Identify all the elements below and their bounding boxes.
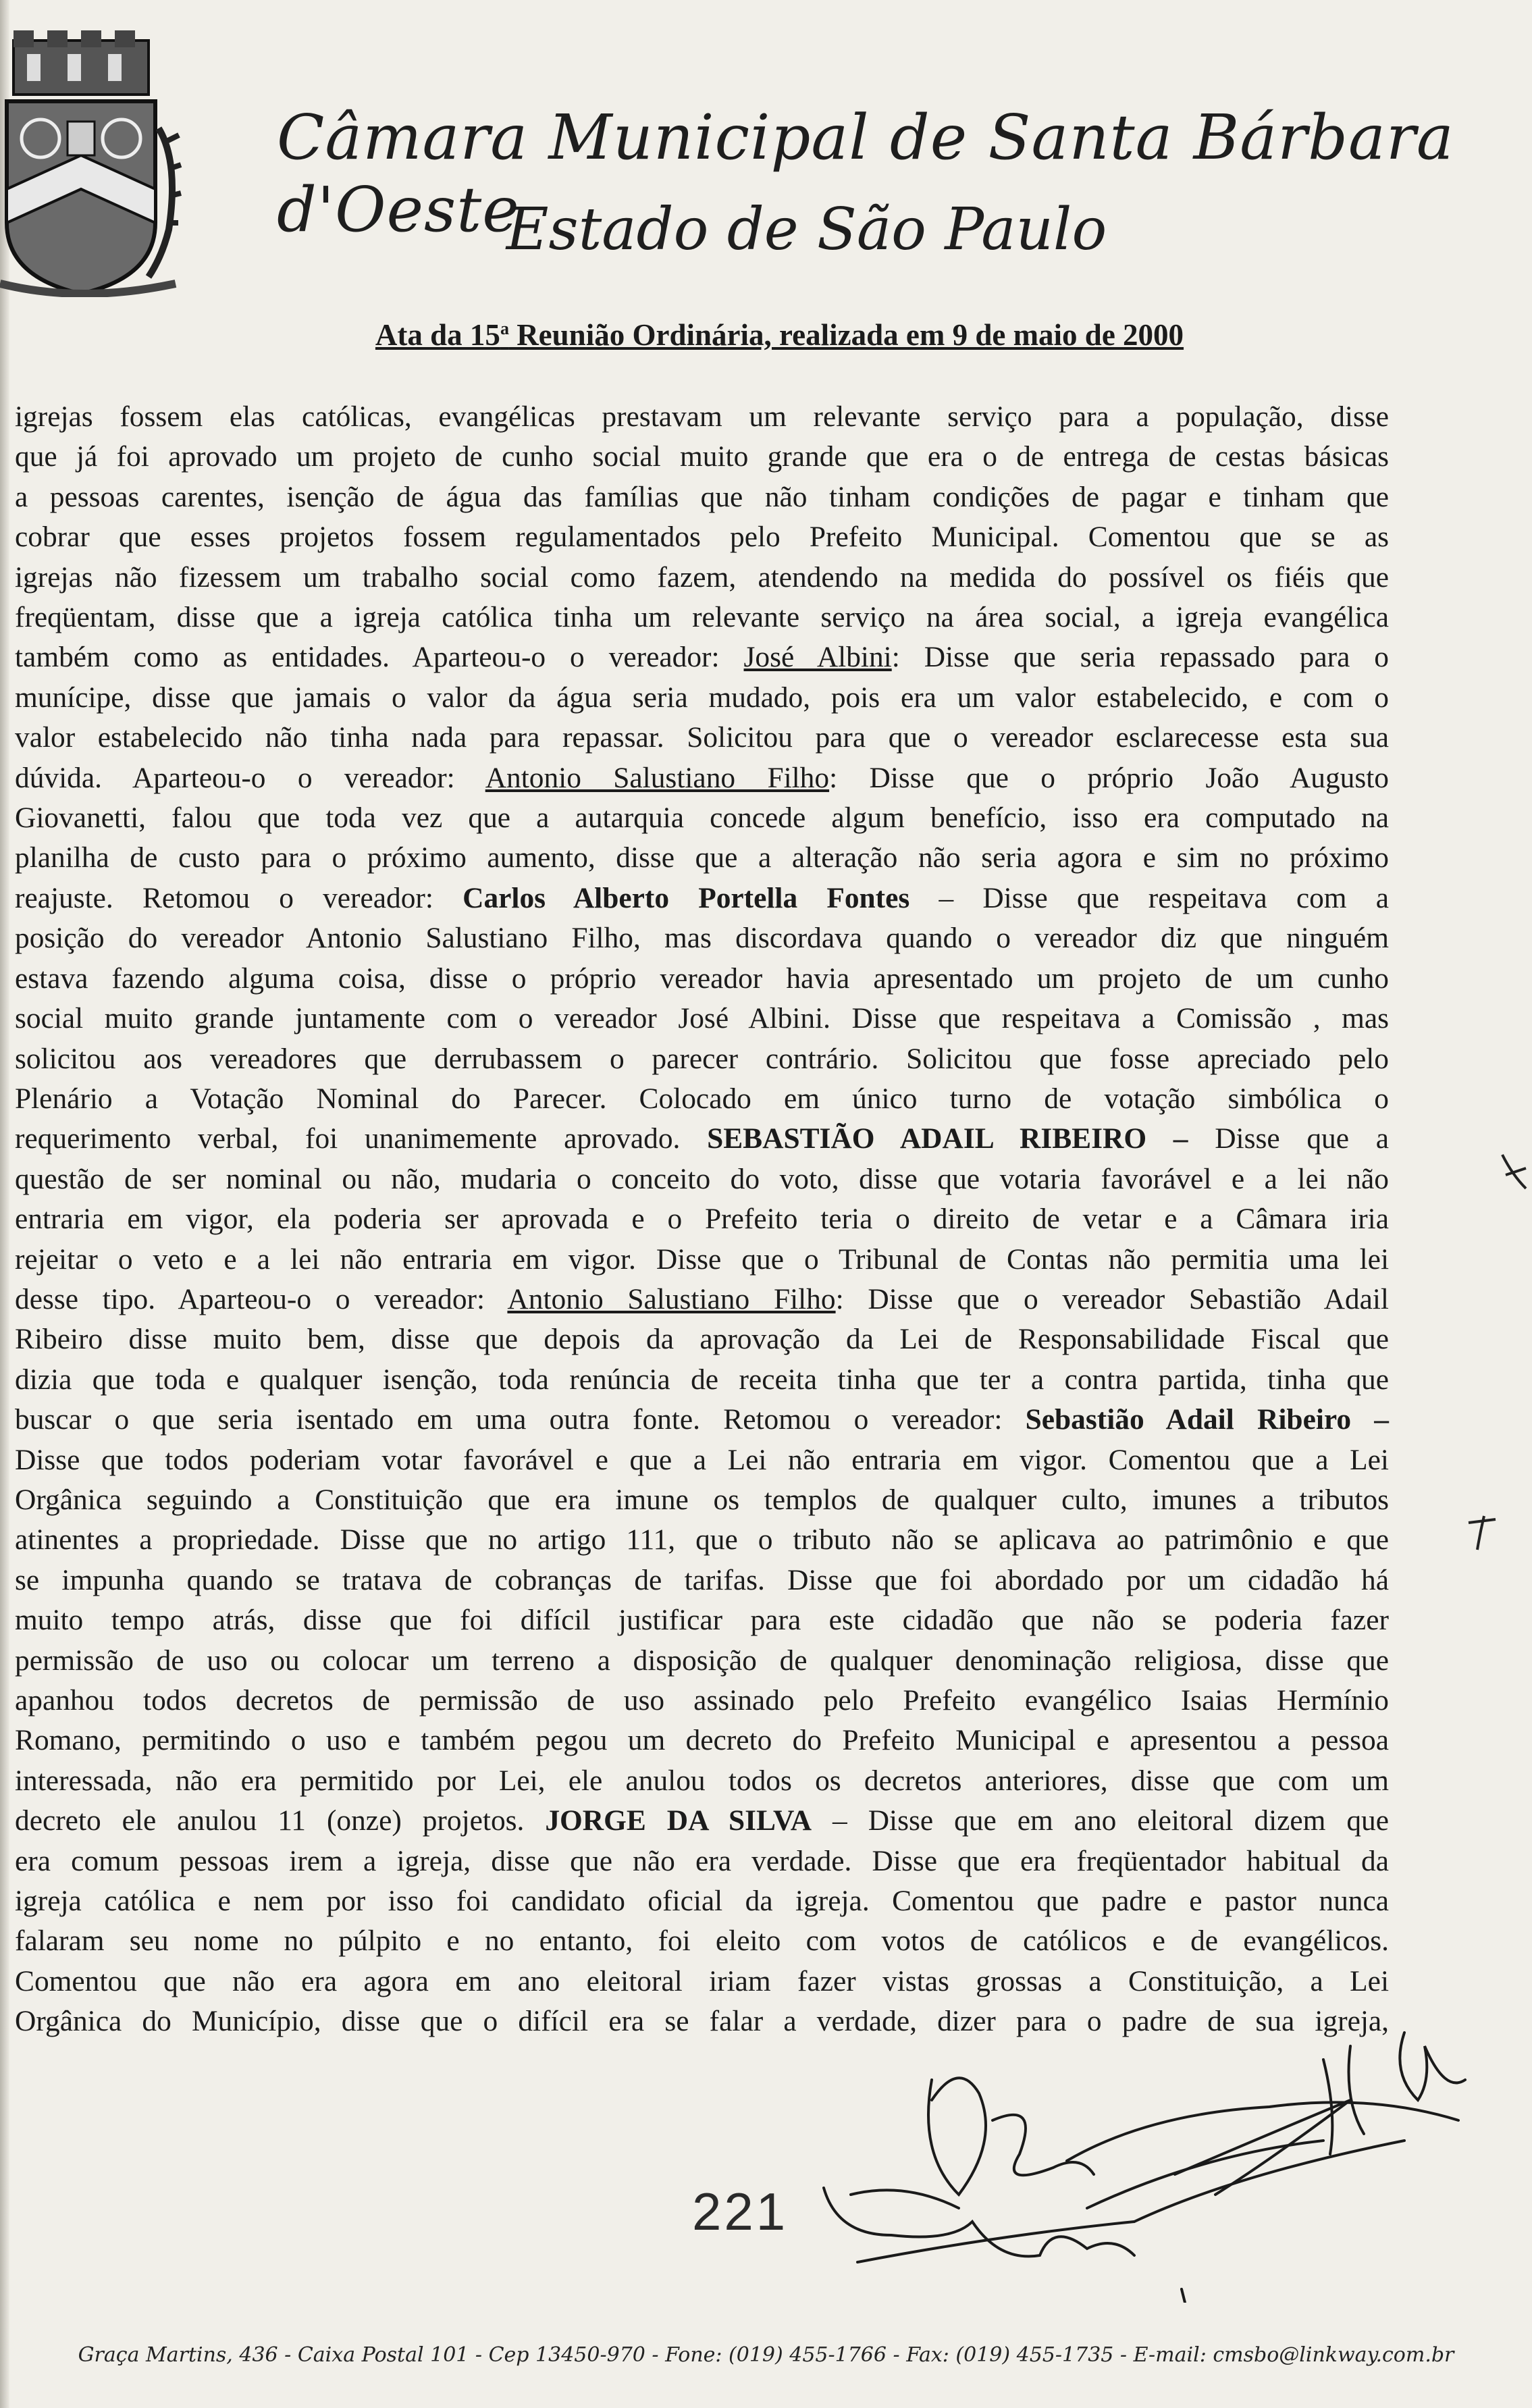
body-text-run: buscar o que seria isentado em uma outra fonte. Retomou o vereador: bbox=[15, 1403, 1026, 1436]
body-line: a pessoas carentes, isenção de água das famílias que não tinham condições de pagar e tinham que bbox=[15, 480, 1389, 513]
body-line: Comentou que não era agora em ano eleitoral iriam fazer vistas grossas a Constituição, a Lei bbox=[15, 1964, 1389, 1997]
body-line: solicitou aos vereadores que derrubassem o parecer contrário. Solicitou que fosse apreciado pelo bbox=[15, 1042, 1389, 1075]
body-text-run: decreto ele anulou 11 (onze) projetos. bbox=[15, 1804, 546, 1837]
body-line: permissão de uso ou colocar um terreno a disposição de qualquer denominação religiosa, disse que bbox=[15, 1644, 1389, 1677]
body-line: social muito grande juntamente com o vereador José Albini. Disse que respeitava a Comissão , mas bbox=[15, 1002, 1389, 1035]
page-number: 221 bbox=[692, 2182, 789, 2241]
body-text-run: – Disse que respeitava com a bbox=[909, 881, 1389, 914]
footer-address: Graça Martins, 436 - Caixa Postal 101 - Cep 13450-970 - Fone: (019) 455-1766 - Fax: (019) 455-1735 - E-mail: cmsbo@linkway.com.br bbox=[78, 2343, 1454, 2367]
body-line: igrejas fossem elas católicas, evangélicas prestavam um relevante serviço para a população, disse bbox=[15, 400, 1389, 433]
body-text-run: Disse que a bbox=[1188, 1122, 1389, 1155]
body-text-run: desse tipo. Aparteou-o o vereador: bbox=[15, 1282, 508, 1315]
body-line: Ribeiro disse muito bem, disse que depois da aprovação da Lei de Responsabilidade Fiscal que bbox=[15, 1323, 1389, 1356]
body-text-run: – Disse que em ano eleitoral dizem que bbox=[812, 1804, 1390, 1837]
body-line bbox=[15, 758, 1389, 798]
body-line: Disse que todos poderiam votar favorável e que a Lei não entraria em vigor. Comentou que a Lei bbox=[15, 1443, 1389, 1476]
body-line bbox=[15, 637, 1389, 677]
body-line: interessada, não era permitido por Lei, ele anulou todos os decretos anteriores, disse que com um bbox=[15, 1764, 1389, 1797]
body-line: falaram seu nome no púlpito e no entanto, foi eleito com votos de católicos e de evangélicos. bbox=[15, 1925, 1389, 1958]
body-line: planilha de custo para o próximo aumento, disse que a alteração não seria agora e sim no próximo bbox=[15, 841, 1389, 874]
document-title bbox=[0, 317, 1532, 352]
body-line: freqüentam, disse que a igreja católica tinha um relevante serviço na área social, a igreja evangélica bbox=[15, 601, 1389, 634]
body-text-run: : Disse que o vereador Sebastião Adail bbox=[835, 1282, 1389, 1315]
speaker-name: Carlos Alberto Portella Fontes bbox=[463, 881, 910, 914]
letterhead-state: Estado de São Paulo bbox=[506, 196, 1107, 263]
body-line: cobrar que esses projetos fossem regulamentados pelo Prefeito Municipal. Comentou que se as bbox=[15, 521, 1389, 554]
body-line: muito tempo atrás, disse que foi difícil justificar para este cidadão que não se poderia fazer bbox=[15, 1604, 1389, 1637]
body-line bbox=[15, 1119, 1389, 1159]
body-line bbox=[15, 879, 1389, 918]
body-line: valor estabelecido não tinha nada para repassar. Solicitou para que o vereador esclarecesse esta sua bbox=[15, 721, 1389, 754]
title-suffix: Reunião Ordinária, realizada em 9 de maio de 2000 bbox=[508, 318, 1184, 352]
body-line: questão de ser nominal ou não, mudaria o conceito do voto, disse que votaria favorável e a lei não bbox=[15, 1162, 1389, 1195]
body-text-run: : Disse que seria repassado para o bbox=[891, 641, 1390, 674]
title-ordinal: a bbox=[500, 319, 509, 338]
speaker-name: Antonio Salustiano Filho bbox=[507, 1282, 836, 1315]
body-line: igrejas não fizessem um trabalho social como fazem, atendendo na medida do possível os fiéis que bbox=[15, 560, 1389, 594]
minutes-body bbox=[15, 397, 1389, 2042]
body-line: munícipe, disse que jamais o valor da água seria mudado, pois era um valor estabelecido, e com o bbox=[15, 681, 1389, 714]
body-line bbox=[15, 1280, 1389, 1319]
speaker-name: Antonio Salustiano Filho bbox=[485, 761, 830, 794]
body-line: Romano, permitindo o uso e também pegou um decreto do Prefeito Municipal e apresentou a pessoa bbox=[15, 1724, 1389, 1757]
body-line: dizia que toda e qualquer isenção, toda renúncia de receita tinha que ter a contra partida, tinha que bbox=[15, 1363, 1389, 1396]
page-edge bbox=[0, 0, 9, 2408]
speaker-name: JORGE DA SILVA bbox=[545, 1804, 812, 1837]
speaker-name: Sebastião Adail Ribeiro – bbox=[1025, 1403, 1390, 1436]
body-line: era comum pessoas irem a igreja, disse que não era verdade. Disse que era freqüentador habitual da bbox=[15, 1844, 1389, 1877]
body-line: entraria em vigor, ela poderia ser aprovada e o Prefeito teria o direito de vetar e a Câmara iria bbox=[15, 1203, 1389, 1236]
body-text-run: também como as entidades. Aparteou-o o vereador: bbox=[15, 641, 744, 674]
body-line: rejeitar o veto e a lei não entraria em vigor. Disse que o Tribunal de Contas não permitia uma lei bbox=[15, 1242, 1389, 1276]
body-line bbox=[15, 1801, 1389, 1841]
body-line: Orgânica do Município, disse que o difícil era se falar a verdade, dizer para o padre de sua igreja, bbox=[15, 2005, 1389, 2038]
body-text-run: : Disse que o próprio João Augusto bbox=[829, 761, 1389, 794]
margin-check-mark bbox=[1499, 1148, 1529, 1195]
title-prefix: Ata da 15 bbox=[375, 318, 500, 352]
body-line: posição do vereador Antonio Salustiano Filho, mas discordava quando o vereador diz que ninguém bbox=[15, 922, 1389, 955]
body-text-run: dúvida. Aparteou-o o vereador: bbox=[15, 761, 485, 794]
margin-cross-mark bbox=[1465, 1513, 1499, 1553]
handwritten-signatures bbox=[797, 2019, 1472, 2303]
body-line: atinentes a propriedade. Disse que no artigo 111, que o tributo não se aplicava ao patrimônio e que bbox=[15, 1523, 1389, 1556]
body-line: apanhou todos decretos de permissão de uso assinado pelo Prefeito evangélico Isaias Hermínio bbox=[15, 1684, 1389, 1717]
body-line: estava fazendo alguma coisa, disse o próprio vereador havia apresentado um projeto de um cunho bbox=[15, 962, 1389, 995]
body-line: Plenário a Votação Nominal do Parecer. Colocado em único turno de votação simbólica o bbox=[15, 1082, 1389, 1115]
speaker-name: José Albini bbox=[743, 641, 892, 674]
body-line: Orgânica seguindo a Constituição que era imune os templos de qualquer culto, imunes a tributos bbox=[15, 1483, 1389, 1516]
body-line: igreja católica e nem por isso foi candidato oficial da igreja. Comentou que padre e pastor nunca bbox=[15, 1885, 1389, 1918]
body-text-run: requerimento verbal, foi unanimemente aprovado. bbox=[15, 1122, 708, 1155]
body-line: se impunha quando se tratava de cobranças de tarifas. Disse que foi abordado por um cidadão há bbox=[15, 1563, 1389, 1596]
body-text-run: reajuste. Retomou o vereador: bbox=[15, 881, 463, 914]
body-line bbox=[15, 1400, 1389, 1440]
body-line: Giovanetti, falou que toda vez que a autarquia concede algum benefício, isso era computado na bbox=[15, 802, 1389, 835]
body-line: que já foi aprovado um projeto de cunho social muito grande que era o de entrega de cestas básicas bbox=[15, 440, 1389, 473]
speaker-name: SEBASTIÃO ADAIL RIBEIRO – bbox=[707, 1122, 1188, 1155]
letterhead-chamber-name: Câmara Municipal de Santa Bárbara d'Oeste bbox=[277, 101, 1454, 246]
